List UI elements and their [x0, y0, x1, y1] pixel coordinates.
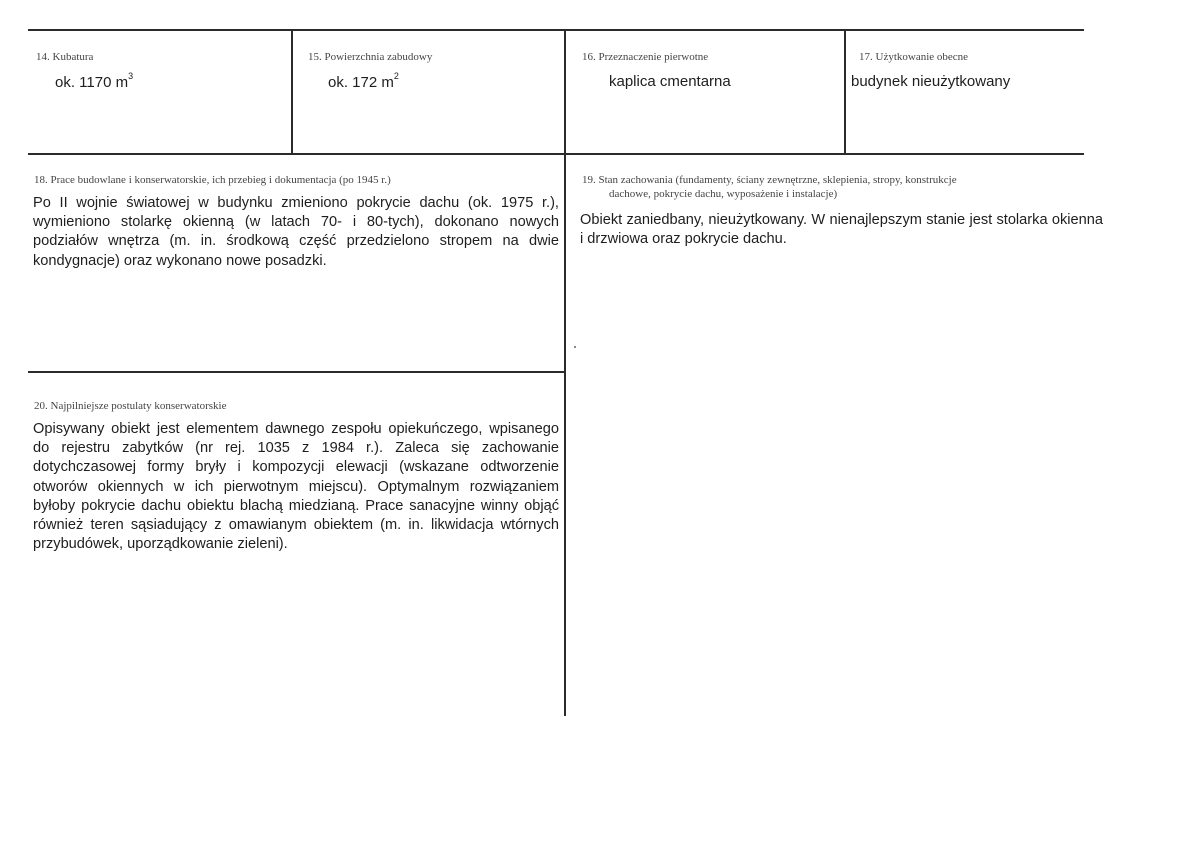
field-14-value — [55, 73, 133, 91]
field-15-unit-exponent: 2 — [393, 71, 399, 81]
top-rule — [28, 29, 1084, 31]
divider-main — [564, 29, 566, 716]
field-20-label: 20. Najpilniejsze postulaty konserwatorskie — [34, 400, 227, 412]
field-19-label-line1: 19. Stan zachowania (fundamenty, ściany zewnętrzne, sklepienia, stropy, konstrukcje — [582, 174, 957, 186]
field-19-label-line2: dachowe, pokrycie dachu, wyposażenie i instalacje) — [609, 188, 838, 200]
field-20-text: Opisywany obiekt jest elementem dawnego zespołu opiekuńczego, wpisanego do rejestru zabytków (nr rej. 1035 z 1984 r.). Zaleca się zachowanie dotychczasowej formy bryły i kompozycji elewacji (wskazane odtworzenie otworów okiennych w ich pierwotnym miejscu). Optymalnym rozwiązaniem byłoby pokrycie dachu obiektu blachą miedzianą. Prace sanacyjne winny objąć również teren sąsiadujący z omawianym obiektem (m. in. likwidacja wtórnych przybudówek, uporządkowanie zieleni). — [33, 421, 559, 553]
row1-bottom-rule — [28, 153, 1084, 155]
field-16-value: kaplica cmentarna — [609, 73, 731, 90]
field-17-label: 17. Użytkowanie obecne — [859, 51, 969, 63]
field-14-value-text: ok. 1170 m — [55, 74, 129, 91]
field-15-value-text: ok. 172 m — [328, 74, 394, 91]
field-14-label: 14. Kubatura — [36, 51, 94, 63]
field-17-value: budynek nieużytkowany — [851, 73, 1011, 90]
scan-speck — [574, 346, 576, 348]
field-14-unit-exponent: 3 — [128, 71, 134, 81]
field-19-text: Obiekt zaniedbany, nieużytkowany. W nienajlepszym stanie jest stolarka okienna i drzwiowa oraz pokrycie dachu. — [580, 212, 1103, 248]
divider-16-17 — [844, 29, 846, 155]
field18-bottom-rule — [28, 371, 566, 373]
field-16-label: 16. Przeznaczenie pierwotne — [582, 51, 709, 63]
field-15-value — [328, 73, 399, 91]
divider-14-15 — [291, 29, 293, 155]
field-18-text: Po II wojnie światowej w budynku zmieniono pokrycie dachu (ok. 1975 r.), wymieniono stolarkę okienną (w latach 70- i 80-tych), dokonano nowych podziałów wnętrza (m. in. środkową część przedzielono stropem na dwie kondygnacje) oraz wykonano nowe posadzki. — [33, 195, 559, 269]
field-18-label: 18. Prace budowlane i konserwatorskie, ich przebieg i dokumentacja (po 1945 r.) — [34, 174, 391, 186]
field-15-label: 15. Powierzchnia zabudowy — [308, 51, 433, 63]
